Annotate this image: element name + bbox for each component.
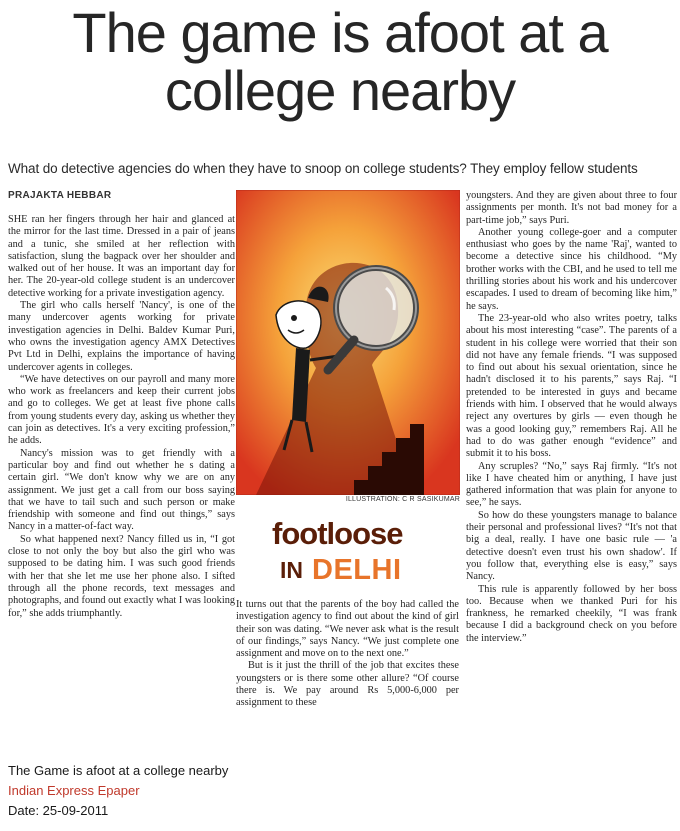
paragraph: youngsters. And they are given about three to four assignments per month. It's not bad money for a part-time job,” says Puri. [466,190,677,226]
headline-line-2: college nearby [164,59,516,122]
paragraph: The girl who calls herself 'Nancy', is one of the many undercover agents working for private investigation agencies in Delhi. Baldev Kumar Puri, who owns the investigation agency AMX Detectives Pvt Ltd in Delhi, explains the importance of having undercover agents in colleges. [8,300,235,373]
article-column-2 [236,599,459,749]
paragraph: But is it just the thrill of the job that excites these youngsters or is there some other allure? “Of course there is. We pay around Rs 5,000-6,000 per assignment to these [236,660,459,709]
article-column-3 [466,190,677,750]
paragraph: Nancy's mission was to get friendly with a particular boy and find out whether he s dating a certain girl. “We don't know why we are on any assignment. We just get a call from our boss saying that we have to tail such and such person or make friendship with someone and find out things,” says Nancy in a matter-of-fact way. [8,447,235,533]
detective-illustration [236,190,460,495]
paragraph: So how do these youngsters manage to balance their personal and professional lives? “It's not that big a deal, really. I have one basic rule — 'a detective doesn't even trust his own shadow'. If you follow that, everything else is easy,” says Nancy. [466,509,677,583]
article-deck: What do detective agencies do when they have to snoop on college students? They employ fellow students [8,161,638,176]
paragraph: SHE ran her fingers through her hair and glanced at the mirror for the last time. Dressed in a pair of jeans and a tunic, she smiled at her reflection with satisfaction, slung the bagpack over her shoulder and walked out of her house. It was an important day for her. The 20-year-old college student is an undercover detective working for a private investigation agency. [8,214,235,299]
footer-source: Indian Express Epaper [8,783,140,798]
logo-in: IN [280,557,303,583]
paragraph: Another young college-goer and a computer enthusiast who goes by the name 'Raj', wanted to become a detective since his childhood. “My brother works with the CBI, and he used to tell me thrilling stories about his work and his undercover escapades. I used to dream of becoming like him,” he says. [466,226,677,312]
paragraph: This rule is apparently followed by her boss too. Because when we thanked Puri for his frankness, he remarked cheekily, “I was frank because I did a background check on you before the interview.” [466,583,677,644]
byline: PRAJAKTA HEBBAR [8,190,112,201]
paragraph: The 23-year-old who also writes poetry, talks about his most interesting “case”. The parents of a student in his college were worried that their son did not have any female friends. “I was supposed to find out about his sexual orientation, since he hadn't disclosed it to his parents,” says Raj. “I pretended to be interested in guys and became friends with him. I observed that he would always reject any overtures by girls — even though he was a good looking guy,” remembers Raj. All he had to do was gather enough “evidence” and submit it to his boss. [466,312,677,460]
footer-date: Date: 25-09-2011 [8,803,109,818]
article-column-1 [8,214,235,749]
illustration-credit: ILLUSTRATION: C R SASIKUMAR [345,496,460,503]
footloose-in-delhi-logo [268,516,428,590]
paragraph: Any scruples? “No,” says Raj firmly. “It's not like I have cheated him or anything, I have just gathered information that was plain for anyone to see,” he says. [466,460,677,509]
paragraph: So what happened next? Nancy filled us in, “I got close to not only the boy but also the girl who was supposed to be dating him. I was such good friends with her that she let me use her phone also. I sifted through all the phone records, text messages and photographs, and found out exactly what I was looking for,” she adds triumphantly. [8,533,235,619]
logo-city: DELHI [312,554,402,586]
paragraph: “We have detectives on our payroll and many more who work as freelancers and keep their current jobs and go to colleges. We get at least five phone calls from young students every day, asking us whether they can join as detectives. It's a very exciting profession,” he adds. [8,373,235,447]
paragraph: It turns out that the parents of the boy had called the investigation agency to find out about the kind of girl their son was dating. “We never ask what is the result of our findings,” says Nancy. “We just complete one assignment and move on to the next one.” [236,599,459,660]
footer-title: The Game is afoot at a college nearby [8,763,229,778]
headline-line-1: The game is afoot at a [72,1,608,64]
logo-word: footloose [272,516,403,551]
headline [0,1,680,122]
